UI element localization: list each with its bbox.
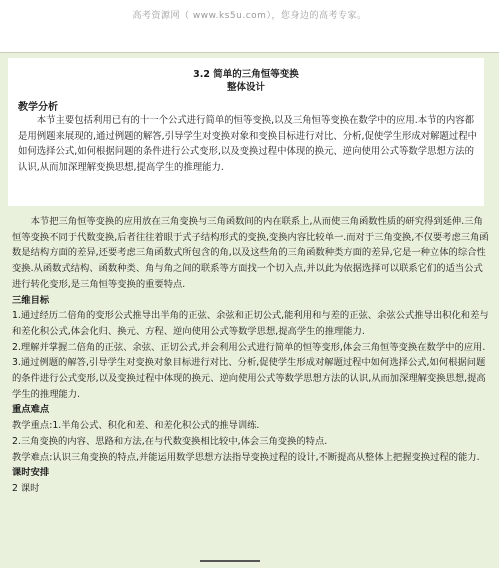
analysis-heading: 教学分析 bbox=[18, 102, 58, 113]
section-subtitle: 整体设计 bbox=[226, 82, 265, 93]
goals-heading: 三维目标 bbox=[12, 294, 50, 306]
intro-paragraph: 本节把三角恒等变换的应用放在三角变换与三角函数间的内在联系上,从而使三角函数性质的研究得到延伸.三角恒等变换不同于代数变换,后者往往着眼于式子结构形式的变换,变换内容比较单一.而对于三角变换,不仅要考虑三角函数是结构方面的差异,还要考虑三角函数式所包含的角,以及这些角的三角函数种类方面的差异,它是一种立体的综合性变换.从函数式结构、函数种类、角与角之间的联系等方面找一个切入点,并以此为依据选择可以联系它们的适当公式进行转化变形,是三角恒等变换的重要特点. bbox=[12, 216, 489, 290]
section-title bbox=[8, 68, 484, 94]
goal-item-1: 1.通过经历二倍角的变形公式推导出半角的正弦、余弦和正切公式,能利用和与差的正弦、余弦公式推导出积化和差与和差化积公式,体会化归、换元、方程、逆向使用公式等数学思想,提高学生的推理能力. bbox=[12, 310, 489, 337]
page-header bbox=[0, 0, 499, 173]
hours-heading: 课时安排 bbox=[12, 467, 50, 479]
goal-item-2: 2.理解并掌握二倍角的正弦、余弦、正切公式,并会利用公式进行简单的恒等变形,体会三角恒等变换在数学中的应用. bbox=[12, 341, 486, 353]
section-title-text: 3.2 简单的三角恒等变换 bbox=[193, 69, 299, 80]
main-content bbox=[12, 214, 490, 497]
key-point: 教学重点:1.半角公式、积化和差、和差化积公式的推导训练. bbox=[12, 420, 260, 432]
key-point-2: 2.三角变换的内容、思路和方法,在与代数变换相比较中,体会三角变换的特点. bbox=[12, 435, 328, 447]
analysis-paragraph: 本节主要包括利用已有的十一个公式进行简单的恒等变换,以及三角恒等变换在数学中的应用.本节的内容都是用例题来展现的,通过例题的解答,引导学生对变换对象和变换目标进行对比、分析,促使学生形成对解题过程中如何选择公式,如何根据问题的条件进行公式变形,以及变换过程中体现的换元、逆向使用公式等数学思想方法的认识,从而加深理解变换思想,提高学生的推理能力. bbox=[18, 115, 477, 173]
hours-value: 2 课时 bbox=[12, 482, 40, 494]
goal-item-3: 3.通过例题的解答,引导学生对变换对象目标进行对比、分析,促使学生形成对解题过程中如何选择公式,如何根据问题的条件进行公式变形,以及变换过程中体现的换元、逆向使用公式等数学思想方法的认识,从而加深理解变换思想,提高学生的推理能力. bbox=[12, 357, 486, 400]
cutoff-heading-fragment bbox=[200, 560, 260, 568]
key-difficulty-heading: 重点难点 bbox=[12, 404, 50, 416]
embedded-page-image bbox=[8, 58, 484, 206]
watermark-text: 高考资源网（ www.ks5u.com），您身边的高考专家。 bbox=[132, 11, 367, 21]
difficulty-point: 教学难点:认识三角变换的特点,并能运用数学思想方法指导变换过程的设计,不断提高从整体上把握变换过程的能力. bbox=[12, 451, 480, 463]
